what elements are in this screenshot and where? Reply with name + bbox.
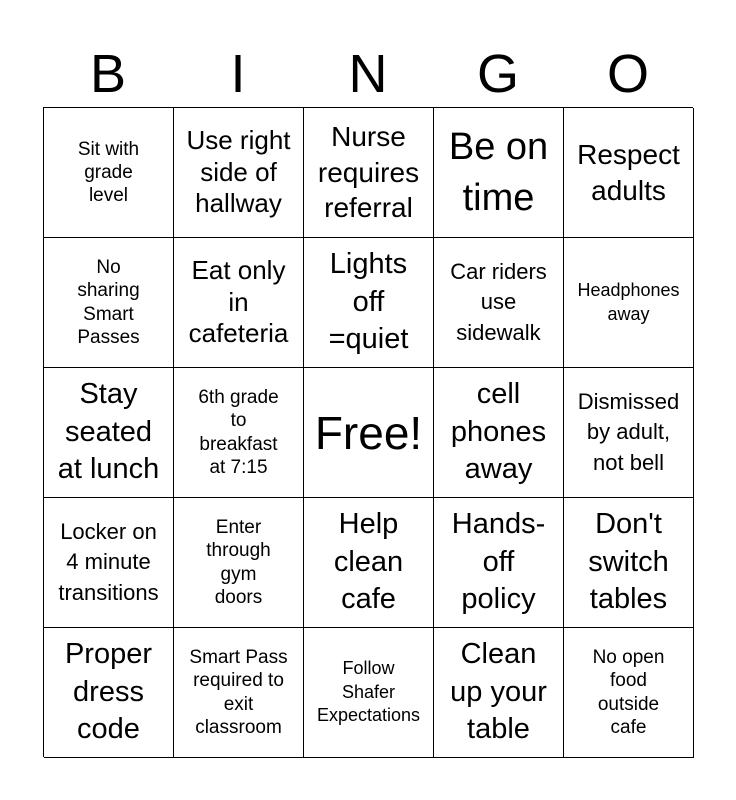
cell-text: Nurse requires referral [317, 121, 420, 224]
cell-text: Clean up your table [450, 637, 547, 746]
cell-text: Eat only in cafeteria [188, 254, 289, 349]
bingo-cell[interactable] [174, 238, 304, 368]
bingo-cell[interactable] [44, 628, 174, 758]
cell-text: Sit with grade level [77, 138, 140, 207]
header-letter-b: B [89, 44, 127, 104]
cell-text: 6th grade to breakfast at 7:15 [198, 387, 279, 478]
cell-text: Be on time [448, 125, 549, 219]
bingo-cell[interactable] [564, 368, 694, 498]
bingo-cell[interactable] [434, 628, 564, 758]
bingo-cell[interactable] [564, 628, 694, 758]
bingo-cell[interactable] [434, 108, 564, 238]
bingo-cell[interactable] [44, 238, 174, 368]
bingo-board [43, 107, 693, 757]
bingo-cell-free[interactable] [304, 368, 434, 498]
cell-text: Dismissed by adult, not bell [577, 388, 680, 475]
bingo-cell[interactable] [564, 108, 694, 238]
cell-text: Respect adults [577, 138, 680, 206]
bingo-cell[interactable] [44, 368, 174, 498]
cell-text: Headphones away [577, 280, 680, 324]
cell-text: Enter through gym doors [206, 517, 271, 608]
cell-text: Stay seated at lunch [57, 377, 160, 486]
bingo-cell[interactable] [434, 238, 564, 368]
cell-text: Use right side of hallway [186, 124, 291, 219]
bingo-cell[interactable] [434, 368, 564, 498]
bingo-cell[interactable] [304, 498, 434, 628]
bingo-cell[interactable] [174, 628, 304, 758]
bingo-cell[interactable] [434, 498, 564, 628]
bingo-cell[interactable] [564, 498, 694, 628]
header-letter-n: N [348, 44, 388, 104]
bingo-cell[interactable] [304, 238, 434, 368]
cell-text: Proper dress code [64, 637, 153, 746]
header-letter-g: G [476, 44, 519, 104]
cell-text: No open food outside cafe [592, 647, 665, 738]
bingo-cell[interactable] [44, 108, 174, 238]
bingo-cell[interactable] [304, 108, 434, 238]
bingo-cell[interactable] [174, 368, 304, 498]
free-space-text: Free! [314, 406, 423, 459]
cell-text: Don't switch tables [588, 507, 669, 616]
cell-text: Smart Pass required to exit classroom [189, 647, 288, 738]
bingo-cell[interactable] [564, 238, 694, 368]
bingo-cell[interactable] [44, 498, 174, 628]
cell-text: Car riders use sidewalk [450, 258, 547, 345]
cell-text: Lights off =quiet [328, 247, 409, 356]
cell-text: Hands- off policy [451, 507, 546, 616]
bingo-cell[interactable] [304, 628, 434, 758]
header-letter-i: I [230, 44, 246, 104]
cell-text: No sharing Smart Passes [77, 257, 140, 348]
cell-text: Locker on 4 minute transitions [58, 518, 159, 605]
bingo-cell[interactable] [174, 498, 304, 628]
bingo-header [43, 40, 693, 108]
cell-text: Follow Shafer Expectations [316, 658, 421, 726]
header-letter-o: O [606, 44, 649, 104]
bingo-cell[interactable] [174, 108, 304, 238]
cell-text: Help clean cafe [333, 507, 404, 616]
cell-text: cell phones away [450, 377, 547, 486]
